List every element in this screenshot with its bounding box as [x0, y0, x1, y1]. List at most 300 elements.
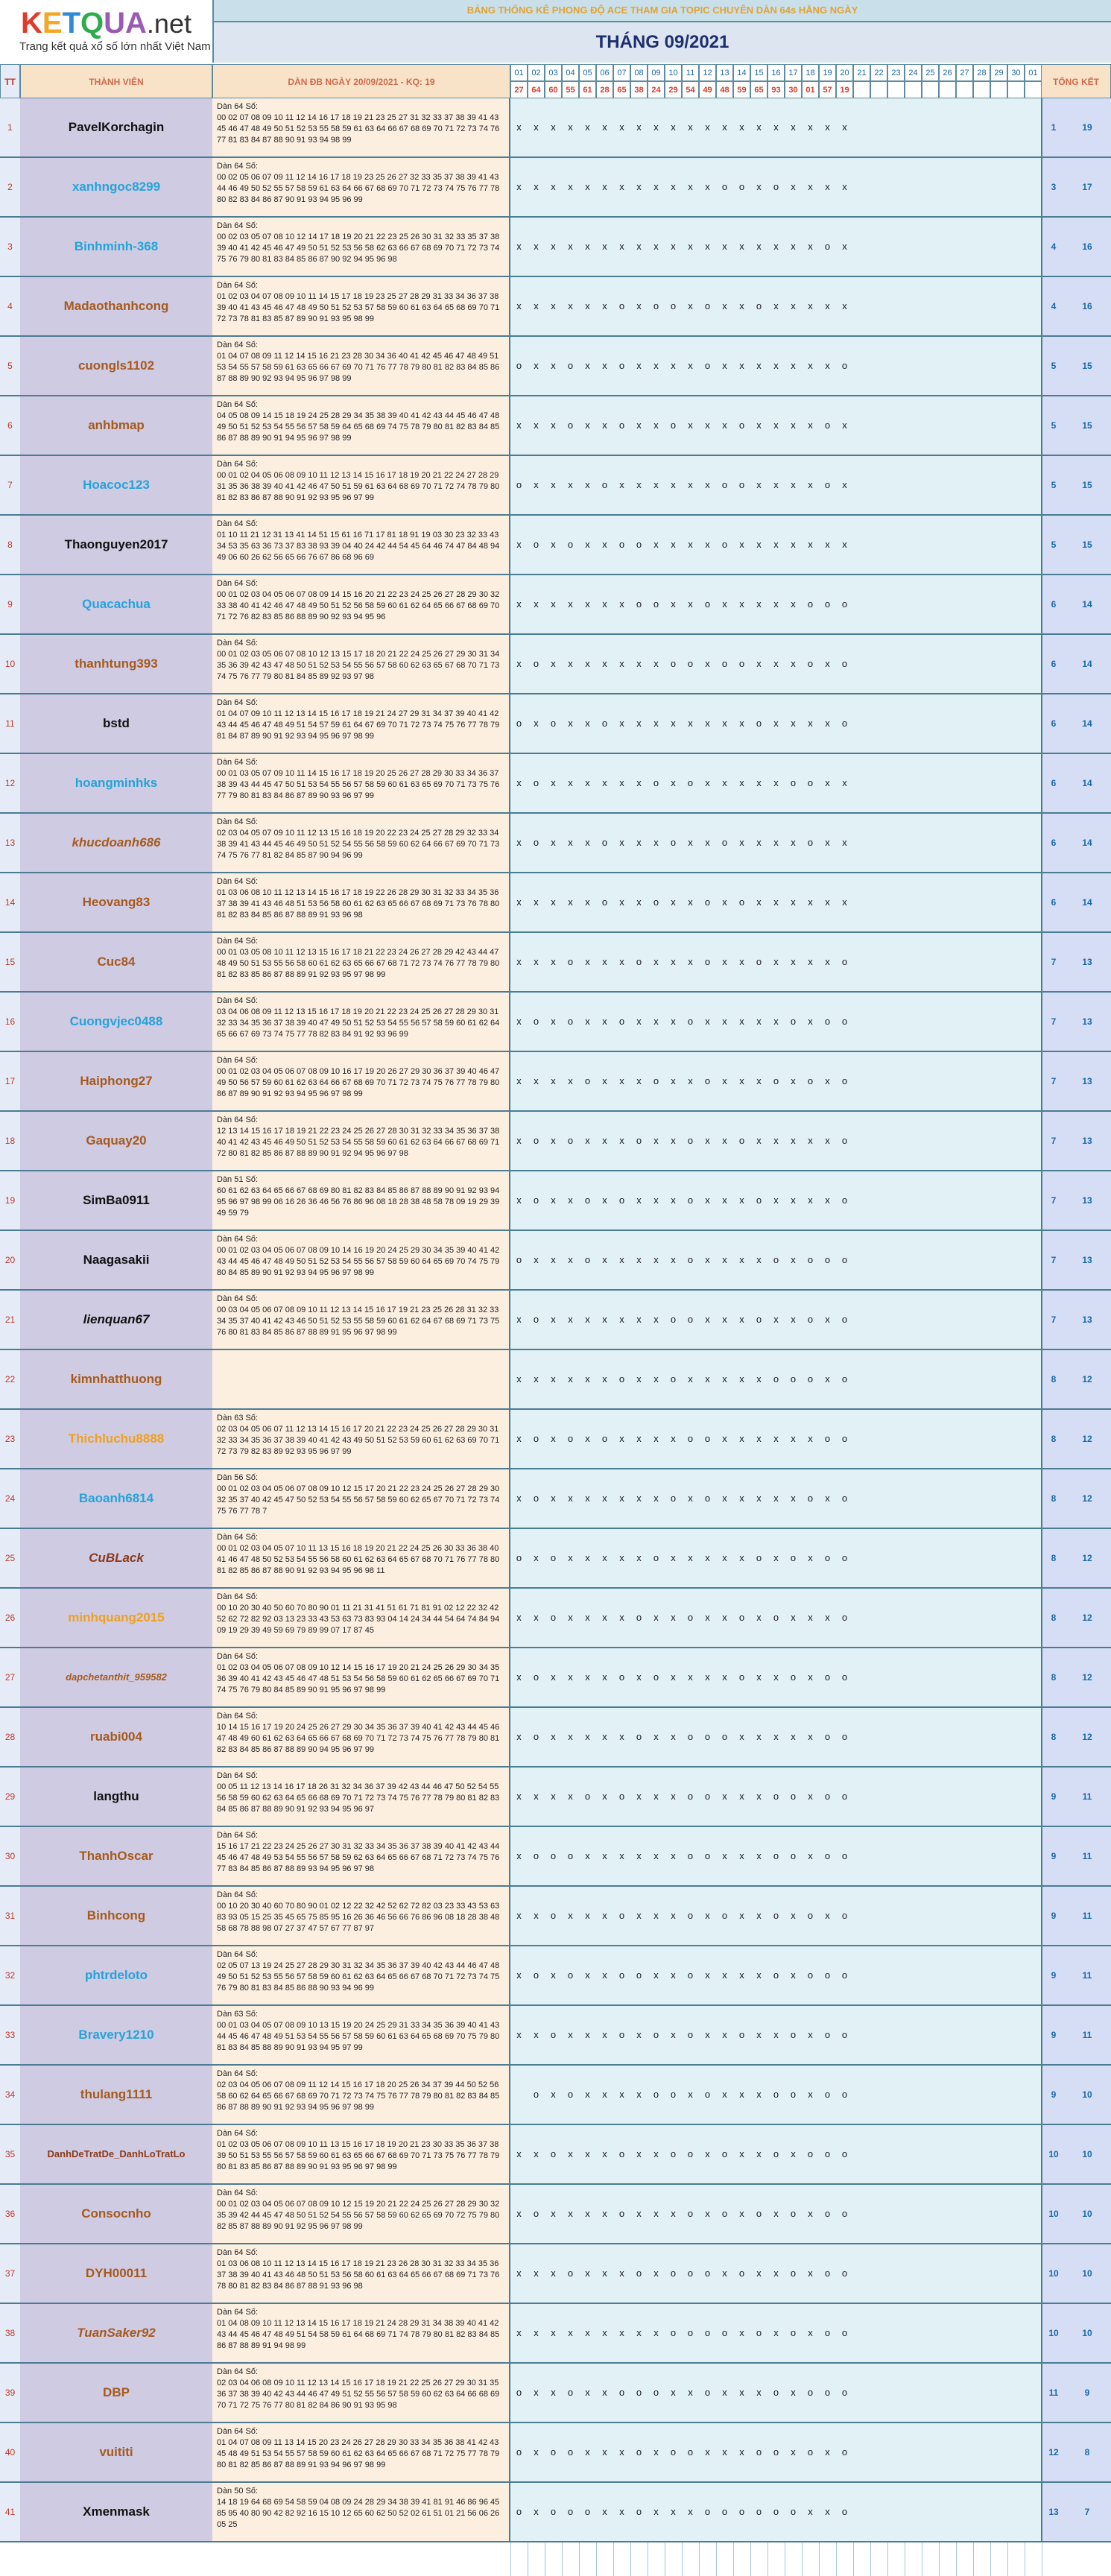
day-mark: x — [773, 956, 779, 967]
total-score: 7 — [1063, 2483, 1111, 2541]
member-name[interactable]: lienquan67 — [20, 1291, 213, 1349]
member-name[interactable]: bstd — [20, 694, 213, 753]
total-score: 10 — [1063, 2125, 1111, 2183]
day-mark: x — [619, 2089, 624, 2100]
member-name[interactable]: SimBa0911 — [20, 1171, 213, 1230]
member-dan: Dàn 64 Số: 04 05 08 09 14 15 18 19 24 25 28 29 34 35 38 39 40 41 42 43 44 45 46 47 48 49 50 51 52 53 54 55 56 57 58 59 64 65 68 69 74 75 78 79 80 81 82 83 84 85 86 87 88 89 90 91 94 95 96 97 98 99 — [212, 396, 510, 455]
day-mark: x — [534, 2148, 539, 2159]
day-mark: x — [773, 360, 779, 371]
day-mark: x — [791, 1969, 796, 1981]
day-mark: x — [619, 1493, 624, 1504]
day-header: 29 — [990, 64, 1007, 81]
day-mark: x — [585, 837, 590, 848]
day-mark: x — [791, 896, 796, 908]
member-dan: Dàn 64 Số: 01 03 06 08 10 11 12 13 14 15 16 17 18 19 22 26 28 29 30 31 32 33 34 35 36 37 38 39 41 43 46 48 51 53 56 58 60 61 62 63 65 66 67 68 69 71 73 76 78 80 81 82 83 84 85 86 87 88 89 91 93 96 98 — [212, 873, 510, 931]
member-dan: Dàn 50 Số: 14 18 19 64 68 69 54 58 59 04 08 09 24 28 29 34 38 39 41 81 91 46 86 96 45 85 95 40 80 90 42 82 92 16 15 10 12 65 60 62 50 52 02 61 51 01 21 56 06 26 05 25 — [212, 2483, 510, 2541]
miss-count: 9 — [1041, 1946, 1065, 2004]
day-mark: x — [653, 1194, 659, 1206]
member-dan: Dàn 64 Số: 00 02 05 06 07 09 11 12 14 16 17 18 19 23 25 26 27 32 33 35 37 38 39 41 43 44 46 49 50 52 55 57 58 59 61 63 64 66 67 68 69 70 71 72 73 74 75 76 77 78 80 82 83 84 86 87 90 91 93 94 95 96 99 — [212, 158, 510, 216]
day-mark: o — [824, 1433, 831, 1444]
day-mark: o — [738, 1671, 745, 1683]
row-index: 21 — [0, 1291, 21, 1349]
row-index: 9 — [0, 575, 21, 633]
day-mark: x — [705, 181, 710, 192]
result-header — [1025, 81, 1042, 98]
total-score: 11 — [1063, 1768, 1111, 1826]
day-mark: o — [738, 420, 745, 431]
day-marks — [510, 337, 1041, 395]
day-mark: x — [705, 2446, 710, 2458]
day-marks — [510, 1648, 1041, 1706]
miss-count: 7 — [1041, 1171, 1065, 1230]
day-mark: x — [568, 777, 573, 788]
day-header: 07 — [613, 64, 630, 81]
day-mark: x — [808, 1850, 813, 1861]
member-name[interactable]: CuBLack — [20, 1529, 213, 1587]
day-mark: x — [568, 1910, 573, 1921]
member-dan: Dàn 64 Số: 01 04 07 08 09 11 12 14 15 16 21 23 28 30 34 36 40 41 42 45 46 47 48 49 51 53 54 55 57 58 59 61 63 65 66 67 69 70 71 76 77 78 79 80 81 82 83 84 85 86 87 88 89 90 92 93 94 95 96 97 98 99 — [212, 337, 510, 395]
day-mark: x — [825, 1612, 830, 1623]
total-score: 12 — [1063, 1589, 1111, 1647]
member-name[interactable]: Naagasakii — [20, 1231, 213, 1289]
day-mark: x — [842, 479, 847, 490]
day-mark: o — [773, 2089, 779, 2100]
day-header: 28 — [973, 64, 990, 81]
row-index: 40 — [0, 2423, 21, 2481]
total-score: 15 — [1063, 456, 1111, 514]
table-row — [0, 694, 1111, 754]
day-mark: x — [534, 896, 539, 908]
site-logo[interactable]: KETQUA.net — [21, 7, 192, 39]
result-header: 59 — [733, 81, 750, 98]
day-mark: o — [636, 1731, 642, 1742]
day-mark: x — [756, 777, 762, 788]
day-mark: o — [756, 718, 762, 729]
day-mark: o — [841, 2148, 848, 2159]
day-mark: x — [636, 300, 642, 311]
day-mark: x — [551, 479, 556, 490]
day-marks — [510, 2006, 1041, 2064]
row-index: 25 — [0, 1529, 21, 1587]
member-name[interactable]: Madaothanhcong — [20, 277, 213, 335]
day-mark: o — [756, 956, 762, 967]
day-mark: o — [636, 1135, 642, 1146]
day-mark: x — [722, 360, 727, 371]
member-name[interactable]: Thichluchu8888 — [20, 1410, 213, 1468]
day-mark: x — [551, 121, 556, 133]
day-mark: x — [534, 1373, 539, 1384]
page-banner: BẢNG THỐNG KÊ PHONG ĐỘ ACE THAM GIA TOPIC CHUYÊN DÀN 64s HẰNG NGÀY — [214, 0, 1111, 22]
day-mark: x — [568, 479, 573, 490]
day-mark: x — [688, 1493, 693, 1504]
day-mark: o — [841, 2387, 848, 2398]
day-mark: x — [791, 2148, 796, 2159]
member-name[interactable]: khucdoanh686 — [20, 814, 213, 872]
member-name[interactable]: TuanSaker92 — [20, 2304, 213, 2362]
day-mark: x — [791, 420, 796, 431]
day-mark: x — [671, 1791, 676, 1802]
day-mark: x — [516, 181, 522, 192]
table-row — [0, 1708, 1111, 1768]
day-mark: o — [807, 2148, 814, 2159]
day-mark: x — [534, 2387, 539, 2398]
member-dan: Dàn 64 Số: 01 02 03 05 06 07 08 09 10 11 13 15 16 17 18 19 20 21 23 30 33 35 36 37 38 39 50 51 53 55 56 57 58 59 60 61 63 65 66 67 68 69 70 71 73 75 76 77 78 79 80 81 83 85 86 87 88 89 90 91 93 95 96 97 98 99 — [212, 2125, 510, 2183]
day-mark: x — [619, 479, 624, 490]
day-mark: o — [687, 1910, 694, 1921]
day-mark: x — [534, 1791, 539, 1802]
member-name[interactable]: cuongls1102 — [20, 337, 213, 395]
day-mark: x — [688, 598, 693, 610]
day-mark: o — [704, 2387, 711, 2398]
day-mark: x — [534, 956, 539, 967]
miss-count: 10 — [1041, 2185, 1065, 2243]
day-mark: o — [824, 598, 831, 610]
day-mark: o — [738, 658, 745, 669]
day-mark: x — [551, 1671, 556, 1683]
day-mark: x — [739, 837, 744, 848]
day-mark: x — [722, 956, 727, 967]
member-dan: Dàn 64 Số: 00 01 02 04 05 06 08 09 10 11 12 13 14 15 16 17 18 19 20 21 22 24 27 28 29 31 35 36 38 39 40 41 42 46 47 50 51 59 61 63 64 68 69 70 71 72 74 78 79 80 81 82 83 86 87 88 90 91 92 93 95 96 97 99 — [212, 456, 510, 514]
day-mark: o — [738, 181, 745, 192]
member-name[interactable]: hoangminhks — [20, 754, 213, 812]
table-row — [0, 635, 1111, 694]
member-name[interactable]: PavelKorchagin — [20, 98, 213, 156]
miss-count: 6 — [1041, 575, 1065, 633]
day-mark: x — [636, 2089, 642, 2100]
day-mark: o — [790, 1850, 797, 1861]
day-mark: x — [551, 1731, 556, 1742]
day-mark: o — [533, 1850, 539, 1861]
row-index: 13 — [0, 814, 21, 872]
day-mark: o — [618, 2387, 625, 2398]
day-mark: x — [602, 2029, 607, 2040]
day-mark: x — [619, 777, 624, 788]
day-marks — [510, 1529, 1041, 1587]
day-mark: x — [636, 1373, 642, 1384]
day-mark: x — [739, 539, 744, 550]
table-row — [0, 2125, 1111, 2185]
member-dan: Dàn 64 Số: 00 02 07 08 09 10 11 12 14 16 17 18 19 21 23 25 27 31 32 33 37 38 39 41 43 45 46 47 48 49 50 51 52 53 55 58 59 61 63 64 66 67 68 69 70 71 72 73 74 76 77 81 83 84 87 88 90 91 93 94 98 99 — [212, 98, 510, 156]
day-mark: x — [568, 300, 573, 311]
day-mark: o — [567, 420, 574, 431]
day-mark: o — [704, 1493, 711, 1504]
day-mark: o — [601, 837, 608, 848]
member-name[interactable]: thanhtung393 — [20, 635, 213, 693]
miss-count: 8 — [1041, 1708, 1065, 1766]
day-mark: o — [533, 658, 539, 669]
member-name[interactable]: phtrdeloto — [20, 1946, 213, 2004]
day-mark: x — [602, 658, 607, 669]
day-mark: x — [619, 837, 624, 848]
day-header: 05 — [579, 64, 596, 81]
day-mark: x — [739, 1969, 744, 1981]
day-mark: x — [722, 1612, 727, 1623]
day-mark: o — [738, 2029, 745, 2040]
day-mark: x — [756, 121, 762, 133]
member-dan: Dàn 64 Số: 00 01 02 03 04 05 06 07 08 09 10 16 17 19 20 26 27 29 30 36 37 39 40 46 47 49 50 56 57 59 60 61 62 63 64 66 67 68 69 70 71 72 73 74 75 76 77 78 79 80 86 87 89 90 91 92 93 94 95 96 97 98 99 — [212, 1052, 510, 1110]
day-mark: x — [516, 1612, 522, 1623]
miss-count: 8 — [1041, 1529, 1065, 1587]
day-mark: o — [773, 1791, 779, 1802]
day-mark: o — [653, 1075, 659, 1086]
day-mark: x — [791, 2446, 796, 2458]
miss-count: 4 — [1041, 218, 1065, 276]
day-mark: x — [688, 181, 693, 192]
member-name[interactable]: Haiphong27 — [20, 1052, 213, 1110]
day-marks — [510, 1291, 1041, 1349]
day-mark: o — [687, 1969, 694, 1981]
day-mark: x — [705, 121, 710, 133]
row-index: 22 — [0, 1350, 21, 1408]
day-mark: o — [618, 2148, 625, 2159]
day-mark: x — [516, 1135, 522, 1146]
member-dan: Dàn 64 Số: 02 03 04 05 06 07 08 09 11 12 14 15 16 17 18 20 25 26 34 37 39 44 50 52 56 58 60 62 64 65 66 67 68 69 70 71 72 73 74 75 76 77 78 79 80 81 82 83 84 85 86 87 88 89 90 91 92 93 94 95 96 97 98 99 — [212, 2066, 510, 2124]
day-mark: x — [568, 1254, 573, 1265]
day-mark: x — [516, 1910, 522, 1921]
day-mark: x — [653, 2148, 659, 2159]
day-mark: x — [808, 1731, 813, 1742]
day-mark: x — [602, 121, 607, 133]
result-header: 57 — [819, 81, 836, 98]
miss-count: 7 — [1041, 1291, 1065, 1349]
member-name[interactable]: Heovang83 — [20, 873, 213, 931]
day-marks — [510, 516, 1041, 574]
day-header: 27 — [956, 64, 973, 81]
day-mark: x — [688, 300, 693, 311]
member-name[interactable]: DBP — [20, 2364, 213, 2422]
day-mark: o — [653, 1671, 659, 1683]
member-name[interactable]: Thaonguyen2017 — [20, 516, 213, 574]
total-score: 17 — [1063, 158, 1111, 216]
day-mark: x — [722, 2387, 727, 2398]
table-row — [0, 2006, 1111, 2066]
member-name[interactable]: Bravery1210 — [20, 2006, 213, 2064]
day-mark: x — [722, 777, 727, 788]
miss-count: 5 — [1041, 396, 1065, 455]
day-mark: o — [567, 2446, 574, 2458]
day-mark: x — [756, 1612, 762, 1623]
miss-count: 12 — [1041, 2423, 1065, 2481]
member-name[interactable]: ThanhOscar — [20, 1827, 213, 1885]
miss-count: 6 — [1041, 873, 1065, 931]
member-name[interactable]: thulang1111 — [20, 2066, 213, 2124]
day-mark: o — [516, 360, 522, 371]
day-mark: x — [808, 2089, 813, 2100]
table-row — [0, 1171, 1111, 1231]
member-name[interactable]: xanhngoc8299 — [20, 158, 213, 216]
day-mark: o — [533, 1493, 539, 1504]
day-marks — [510, 1589, 1041, 1647]
day-mark: x — [516, 1493, 522, 1504]
day-mark: o — [618, 360, 625, 371]
table-row — [0, 1946, 1111, 2006]
day-mark: x — [756, 1135, 762, 1146]
member-name[interactable]: langthu — [20, 1768, 213, 1826]
day-header: 15 — [750, 64, 767, 81]
day-mark: x — [653, 718, 659, 729]
day-mark: x — [516, 837, 522, 848]
day-mark: o — [756, 2446, 762, 2458]
day-mark: x — [636, 1493, 642, 1504]
day-header: 04 — [562, 64, 579, 81]
day-mark: o — [653, 2029, 659, 2040]
day-mark: x — [671, 1910, 676, 1921]
day-mark: o — [704, 1075, 711, 1086]
day-mark: x — [636, 1254, 642, 1265]
row-index: 18 — [0, 1112, 21, 1170]
day-mark: x — [585, 479, 590, 490]
day-mark: x — [602, 1910, 607, 1921]
day-mark: x — [568, 1373, 573, 1384]
total-score: 11 — [1063, 1827, 1111, 1885]
day-mark: x — [671, 1671, 676, 1683]
day-mark: x — [551, 1075, 556, 1086]
member-name[interactable]: Quacachua — [20, 575, 213, 633]
day-mark: o — [670, 2327, 677, 2338]
day-mark: x — [602, 300, 607, 311]
day-mark: x — [619, 956, 624, 967]
day-mark: x — [619, 1552, 624, 1563]
day-mark: x — [756, 1254, 762, 1265]
day-mark: o — [841, 956, 848, 967]
day-mark: x — [602, 598, 607, 610]
day-mark: o — [824, 241, 831, 252]
member-name[interactable]: anhbmap — [20, 396, 213, 455]
day-marks — [510, 2364, 1041, 2422]
day-mark: o — [773, 1612, 779, 1623]
day-mark: x — [825, 360, 830, 371]
day-mark: x — [619, 2506, 624, 2517]
member-name[interactable]: ruabi004 — [20, 1708, 213, 1766]
result-header — [887, 81, 905, 98]
day-mark: x — [722, 2446, 727, 2458]
day-mark: x — [842, 121, 847, 133]
day-mark: x — [773, 718, 779, 729]
day-mark: o — [824, 420, 831, 431]
day-mark: x — [516, 777, 522, 788]
day-header: 13 — [716, 64, 733, 81]
day-mark: x — [739, 2327, 744, 2338]
day-mark: o — [533, 2208, 539, 2219]
miss-count: 8 — [1041, 1648, 1065, 1706]
day-mark: o — [841, 718, 848, 729]
day-mark: x — [756, 539, 762, 550]
table-row — [0, 993, 1111, 1052]
member-name[interactable]: Cuongvjec0488 — [20, 993, 213, 1051]
day-mark: x — [808, 1433, 813, 1444]
day-mark: x — [551, 300, 556, 311]
day-mark: o — [567, 2268, 574, 2279]
day-mark: o — [516, 1552, 522, 1563]
day-mark: o — [601, 718, 608, 729]
member-name[interactable]: Gaquay20 — [20, 1112, 213, 1170]
member-name[interactable]: DYH00011 — [20, 2244, 213, 2303]
total-score: 10 — [1063, 2066, 1111, 2124]
day-mark: x — [825, 1493, 830, 1504]
member-name[interactable]: vuititi — [20, 2423, 213, 2481]
day-mark: o — [687, 1612, 694, 1623]
day-mark: x — [808, 1791, 813, 1802]
day-mark: x — [516, 539, 522, 550]
day-mark: o — [670, 658, 677, 669]
day-mark: o — [721, 1731, 728, 1742]
total-score: 11 — [1063, 1946, 1111, 2004]
total-score: 11 — [1063, 2006, 1111, 2064]
member-name[interactable]: Hoacoc123 — [20, 456, 213, 514]
day-mark: x — [602, 1671, 607, 1683]
day-mark: o — [636, 956, 642, 967]
day-marks — [510, 1231, 1041, 1289]
member-name[interactable]: dapchetanthit_959582 — [20, 1648, 213, 1706]
member-name[interactable]: Baoanh6814 — [20, 1469, 213, 1528]
day-mark: o — [687, 777, 694, 788]
total-score: 14 — [1063, 814, 1111, 872]
day-mark: o — [618, 1016, 625, 1027]
result-header — [1007, 81, 1025, 98]
day-mark: o — [636, 1612, 642, 1623]
day-mark: o — [721, 479, 728, 490]
member-name[interactable]: Xmenmask — [20, 2483, 213, 2541]
day-mark: o — [636, 539, 642, 550]
day-mark: x — [516, 1671, 522, 1683]
day-mark: x — [773, 2268, 779, 2279]
day-mark: x — [636, 1016, 642, 1027]
result-header: 19 — [836, 81, 853, 98]
day-mark: o — [807, 1373, 814, 1384]
day-mark: x — [688, 420, 693, 431]
day-mark: o — [704, 1433, 711, 1444]
member-name[interactable]: Consocnho — [20, 2185, 213, 2243]
day-mark: x — [653, 837, 659, 848]
day-mark: x — [671, 1969, 676, 1981]
day-mark: x — [773, 1135, 779, 1146]
day-mark: x — [773, 1671, 779, 1683]
day-mark: x — [653, 1731, 659, 1742]
day-mark: x — [534, 1075, 539, 1086]
day-mark: x — [739, 300, 744, 311]
day-mark: x — [756, 1791, 762, 1802]
day-mark: o — [738, 2506, 745, 2517]
day-mark: o — [550, 1612, 557, 1623]
day-mark: x — [756, 2387, 762, 2398]
member-name[interactable]: kimnhatthuong — [20, 1350, 213, 1408]
day-mark: o — [533, 1135, 539, 1146]
day-mark: x — [825, 1910, 830, 1921]
member-name[interactable]: Binhminh-368 — [20, 218, 213, 276]
day-mark: o — [687, 1433, 694, 1444]
day-mark: o — [738, 1135, 745, 1146]
day-mark: o — [567, 1135, 574, 1146]
day-mark: o — [670, 300, 677, 311]
row-index: 4 — [0, 277, 21, 335]
member-name[interactable]: Cuc84 — [20, 933, 213, 991]
member-name[interactable]: Binhcong — [20, 1887, 213, 1945]
day-mark: x — [722, 2029, 727, 2040]
member-name[interactable]: DanhDeTratDe_DanhLoTratLo — [20, 2125, 213, 2183]
member-name[interactable]: minhquang2015 — [20, 1589, 213, 1647]
day-mark: x — [773, 2208, 779, 2219]
result-header: 24 — [648, 81, 665, 98]
day-mark: x — [739, 1016, 744, 1027]
day-mark: o — [687, 1194, 694, 1206]
day-mark: x — [516, 598, 522, 610]
day-mark: x — [568, 2208, 573, 2219]
day-mark: o — [567, 539, 574, 550]
day-mark: x — [688, 1552, 693, 1563]
day-mark: x — [756, 360, 762, 371]
day-mark: o — [824, 1791, 831, 1802]
day-mark: x — [705, 777, 710, 788]
